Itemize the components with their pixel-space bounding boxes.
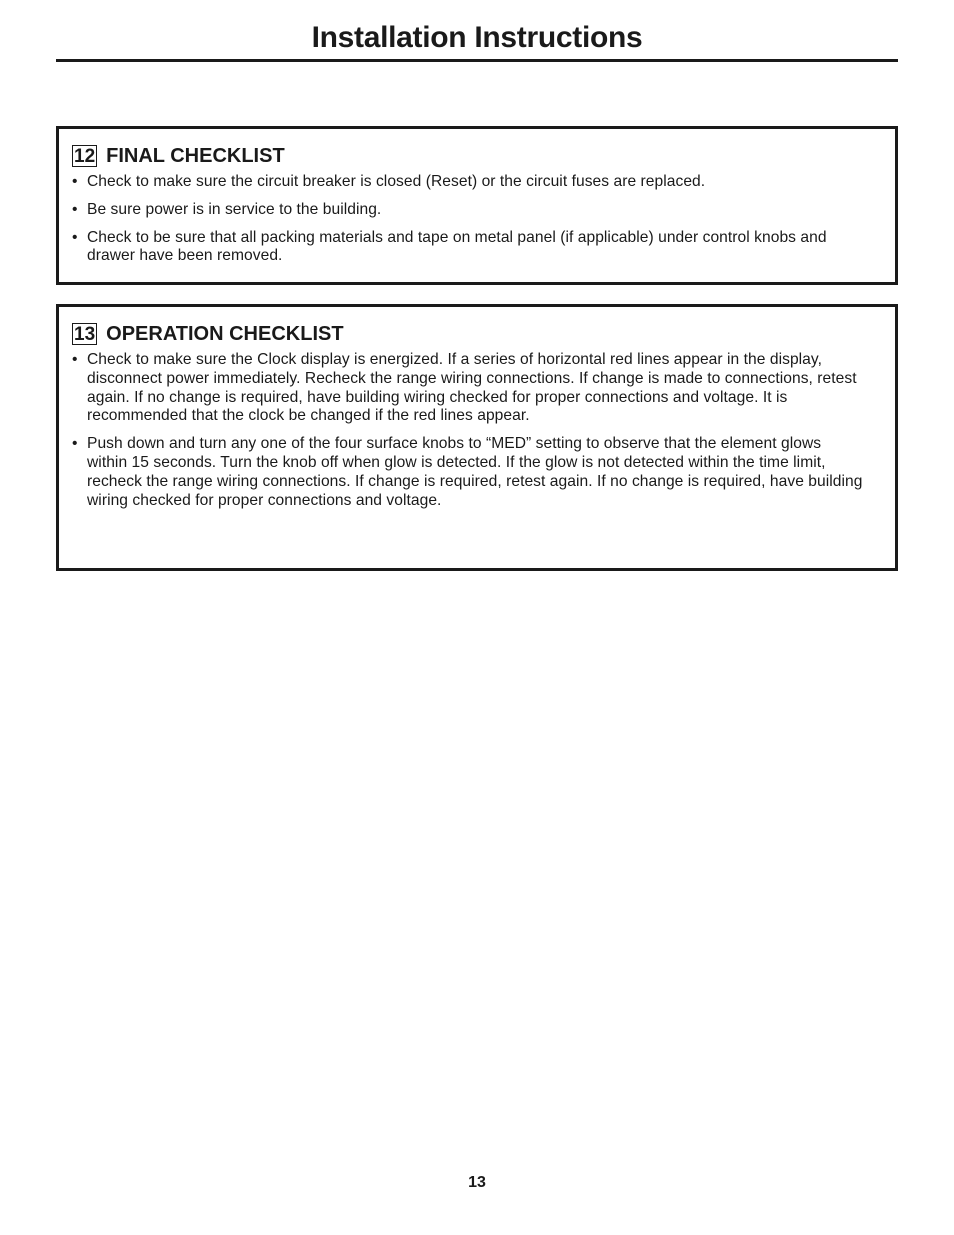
operation-checklist-list bbox=[72, 351, 865, 510]
operation-checklist-section bbox=[56, 304, 898, 571]
final-checklist-list bbox=[72, 173, 865, 266]
section-number-badge: 13 bbox=[74, 324, 96, 345]
checklist-item: • Be sure power is in service to the building. bbox=[72, 201, 865, 220]
page-title: Installation Instructions bbox=[311, 21, 643, 54]
checklist-item: • Check to make sure the Clock display is energized. If a series of horizontal red lines appear in the display, disconnect power immediately. Recheck the range wiring connections. If change is made to connections, retest again. If no change is required, have building wiring checked for proper connections and voltage. It is recommended that the clock be changed if the red lines appear. bbox=[72, 351, 865, 426]
checklist-item: • Check to make sure the circuit breaker is closed (Reset) or the circuit fuses are replaced. bbox=[72, 173, 865, 192]
final-checklist-heading bbox=[72, 143, 865, 169]
checklist-item: • Check to be sure that all packing materials and tape on metal panel (if applicable) under control knobs and drawer have been removed. bbox=[72, 229, 865, 267]
section-title: FINAL CHECKLIST bbox=[106, 145, 285, 167]
section-title: OPERATION CHECKLIST bbox=[106, 323, 344, 345]
final-checklist-section bbox=[56, 126, 898, 285]
checklist-item: • Push down and turn any one of the four surface knobs to “MED” setting to observe that the element glows within 15 seconds. Turn the knob off when glow is detected. If the glow is not detected within the time limit, recheck the range wiring connections. If change is required, retest again. If no change is required, have building wiring checked for proper connections and voltage. bbox=[72, 435, 865, 510]
section-number-badge: 12 bbox=[74, 146, 96, 167]
page-number: 13 bbox=[468, 1174, 486, 1191]
operation-checklist-heading bbox=[72, 321, 865, 347]
page-header bbox=[56, 18, 898, 62]
